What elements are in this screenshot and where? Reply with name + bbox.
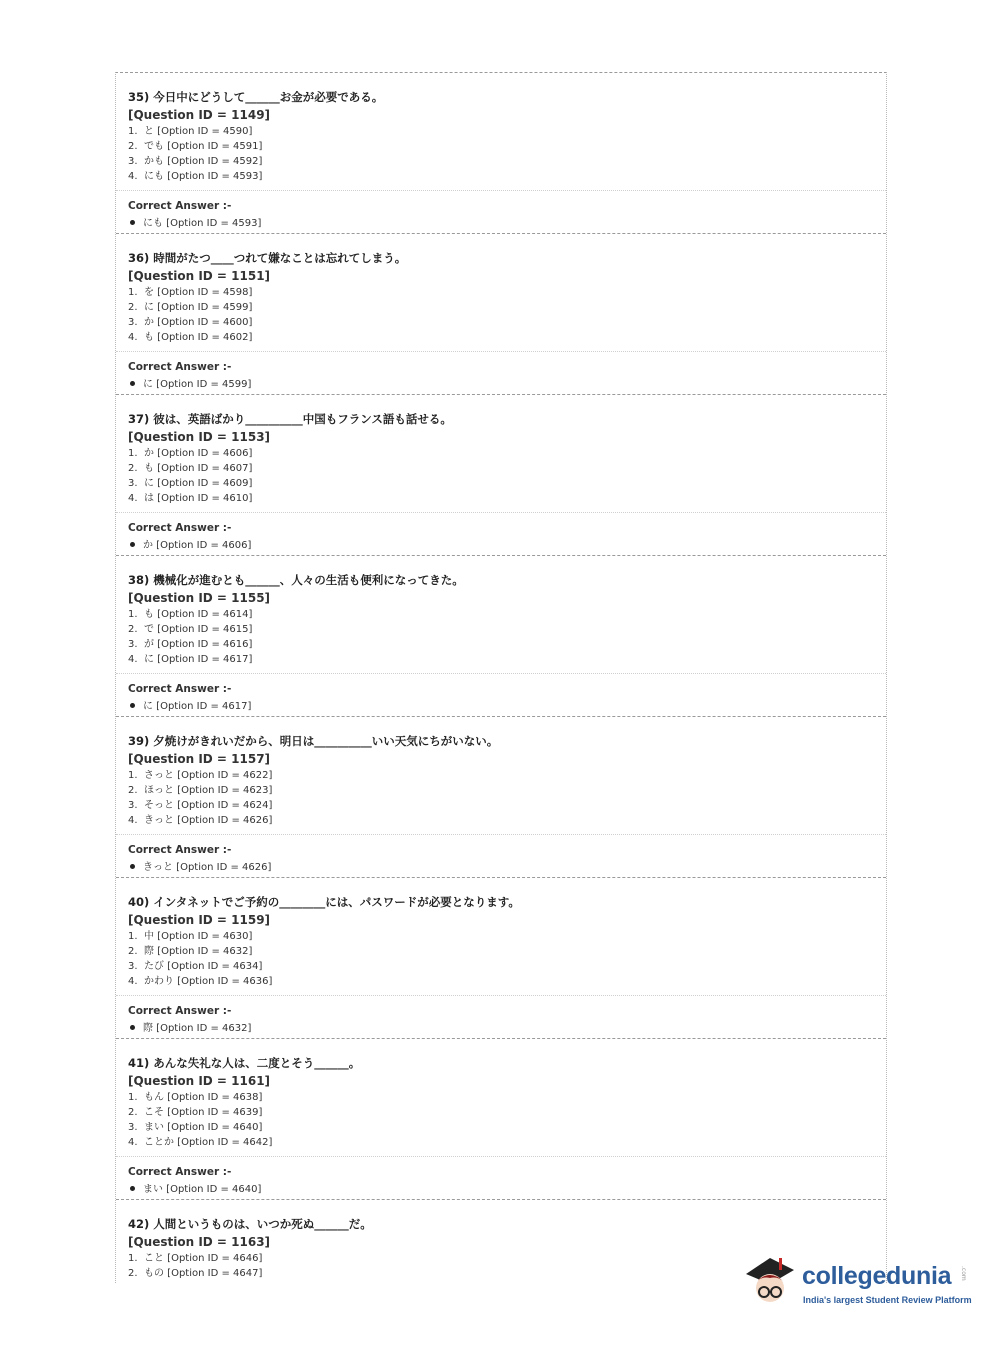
option-text: かわり [Option ID = 4636] [144, 976, 273, 987]
question-text: 35) 今日中にどうして______お金が必要である。 [128, 90, 384, 104]
option-text: で [Option ID = 4615] [144, 624, 253, 635]
option-text: かも [Option ID = 4592] [144, 156, 263, 167]
option-number: 4. [128, 171, 138, 182]
correct-answer-text: か [Option ID = 4606] [143, 540, 252, 551]
option-number: 1. [128, 287, 138, 298]
option-item [128, 169, 886, 184]
option-number: 3. [128, 478, 138, 489]
option-item [128, 783, 886, 798]
correct-answer [128, 1020, 886, 1037]
answer-section [116, 351, 886, 399]
question-block [116, 234, 886, 395]
bullet-icon [130, 1186, 135, 1191]
bullet-icon [130, 220, 135, 225]
option-item [128, 974, 886, 989]
correct-answer-label: Correct Answer :- [128, 200, 232, 212]
correct-answer-label: Correct Answer :- [128, 522, 232, 534]
option-number: 2. [128, 141, 138, 152]
option-number: 1. [128, 609, 138, 620]
collegedunia-logo [740, 1248, 975, 1316]
option-item [128, 315, 886, 330]
question-text: 37) 彼は、英語ばかり__________中国もフランス語も話せる。 [128, 412, 452, 426]
option-number: 1. [128, 931, 138, 942]
option-text: さっと [Option ID = 4622] [144, 770, 273, 781]
correct-answer-label: Correct Answer :- [128, 844, 232, 856]
option-text: に [Option ID = 4609] [144, 478, 253, 489]
option-number: 2. [128, 624, 138, 635]
bullet-icon [130, 1025, 135, 1030]
option-text: でも [Option ID = 4591] [144, 141, 263, 152]
brand-suffix: .com [960, 1266, 967, 1281]
option-item [128, 461, 886, 476]
answer-section [116, 995, 886, 1043]
answer-section [116, 190, 886, 238]
bullet-icon [130, 381, 135, 386]
option-number: 4. [128, 976, 138, 987]
answer-section [116, 1156, 886, 1204]
brand-name: collegedunia [802, 1262, 952, 1290]
option-text: ほっと [Option ID = 4623] [144, 785, 273, 796]
option-item [128, 1105, 886, 1120]
answer-section [116, 834, 886, 882]
bullet-icon [130, 542, 135, 547]
option-number: 4. [128, 332, 138, 343]
option-list [128, 124, 886, 184]
option-text: と [Option ID = 4590] [144, 126, 253, 137]
option-item [128, 330, 886, 345]
question-id: [Question ID = 1157] [128, 752, 271, 766]
correct-answer [128, 215, 886, 232]
correct-answer-text: きっと [Option ID = 4626] [143, 862, 272, 873]
option-number: 2. [128, 463, 138, 474]
option-text: が [Option ID = 4616] [144, 639, 253, 650]
option-number: 2. [128, 1268, 138, 1279]
option-text: は [Option ID = 4610] [144, 493, 253, 504]
option-text: そっと [Option ID = 4624] [144, 800, 273, 811]
option-number: 4. [128, 1137, 138, 1148]
option-number: 3. [128, 961, 138, 972]
question-text: 41) あんな失礼な人は、二度とそう______。 [128, 1056, 361, 1070]
option-text: まい [Option ID = 4640] [144, 1122, 263, 1133]
question-id: [Question ID = 1153] [128, 430, 271, 444]
question-id: [Question ID = 1159] [128, 913, 271, 927]
option-text: 際 [Option ID = 4632] [144, 946, 253, 957]
correct-answer [128, 537, 886, 554]
question-block [116, 1039, 886, 1200]
option-item [128, 491, 886, 506]
correct-answer [128, 859, 886, 876]
question-block [116, 717, 886, 878]
bullet-icon [130, 864, 135, 869]
option-item [128, 929, 886, 944]
correct-answer-text: まい [Option ID = 4640] [143, 1184, 262, 1195]
option-text: もん [Option ID = 4638] [144, 1092, 263, 1103]
option-text: ことか [Option ID = 4642] [144, 1137, 273, 1148]
option-item [128, 798, 886, 813]
question-text: 40) インタネットでご予約の________には、パスワードが必要となります。 [128, 895, 520, 909]
option-item [128, 959, 886, 974]
option-list [128, 446, 886, 506]
correct-answer-label: Correct Answer :- [128, 683, 232, 695]
option-number: 3. [128, 1122, 138, 1133]
option-text: か [Option ID = 4606] [144, 448, 253, 459]
option-item [128, 637, 886, 652]
question-block [116, 556, 886, 717]
question-id: [Question ID = 1149] [128, 108, 271, 122]
question-id: [Question ID = 1161] [128, 1074, 271, 1088]
option-item [128, 607, 886, 622]
option-number: 1. [128, 448, 138, 459]
question-block [116, 73, 886, 234]
option-item [128, 154, 886, 169]
correct-answer-label: Correct Answer :- [128, 1005, 232, 1017]
option-number: 1. [128, 1092, 138, 1103]
correct-answer [128, 376, 886, 393]
option-number: 3. [128, 800, 138, 811]
option-list [128, 929, 886, 989]
option-number: 2. [128, 302, 138, 313]
option-text: にも [Option ID = 4593] [144, 171, 263, 182]
option-text: きっと [Option ID = 4626] [144, 815, 273, 826]
option-item [128, 124, 886, 139]
option-text: か [Option ID = 4600] [144, 317, 253, 328]
option-list [128, 607, 886, 667]
question-text: 36) 時間がたつ____つれて嫌なことは忘れてしまう。 [128, 251, 407, 265]
question-text: 42) 人間というものは、いつか死ぬ______だ。 [128, 1217, 372, 1231]
option-item [128, 1135, 886, 1150]
option-number: 4. [128, 493, 138, 504]
question-text: 38) 機械化が進むとも______、人々の生活も便利になってきた。 [128, 573, 464, 587]
brand-tagline: India's largest Student Review Platform [803, 1295, 972, 1305]
correct-answer-text: に [Option ID = 4617] [143, 701, 252, 712]
option-number: 3. [128, 639, 138, 650]
option-item [128, 944, 886, 959]
option-item [128, 139, 886, 154]
option-text: こそ [Option ID = 4639] [144, 1107, 263, 1118]
option-number: 3. [128, 156, 138, 167]
option-number: 2. [128, 946, 138, 957]
option-number: 1. [128, 1253, 138, 1264]
option-number: 4. [128, 815, 138, 826]
option-item [128, 476, 886, 491]
correct-answer [128, 698, 886, 715]
option-text: に [Option ID = 4617] [144, 654, 253, 665]
question-paper [115, 72, 887, 1283]
question-id: [Question ID = 1163] [128, 1235, 271, 1249]
option-text: も [Option ID = 4602] [144, 332, 253, 343]
question-id: [Question ID = 1155] [128, 591, 271, 605]
answer-section [116, 673, 886, 721]
correct-answer-label: Correct Answer :- [128, 1166, 232, 1178]
option-item [128, 652, 886, 667]
correct-answer-label: Correct Answer :- [128, 361, 232, 373]
question-block [116, 395, 886, 556]
option-list [128, 768, 886, 828]
option-text: こと [Option ID = 4646] [144, 1253, 263, 1264]
option-number: 4. [128, 654, 138, 665]
option-item [128, 813, 886, 828]
option-item [128, 300, 886, 315]
option-list [128, 285, 886, 345]
option-text: たび [Option ID = 4634] [144, 961, 263, 972]
option-item [128, 446, 886, 461]
bullet-icon [130, 703, 135, 708]
correct-answer-text: 際 [Option ID = 4632] [143, 1023, 252, 1034]
option-text: も [Option ID = 4607] [144, 463, 253, 474]
correct-answer [128, 1181, 886, 1198]
option-number: 2. [128, 1107, 138, 1118]
option-number: 1. [128, 126, 138, 137]
question-block [116, 878, 886, 1039]
option-text: もの [Option ID = 4647] [144, 1268, 263, 1279]
option-number: 1. [128, 770, 138, 781]
option-item [128, 622, 886, 637]
question-text: 39) 夕焼けがきれいだから、明日は__________いい天気にちがいない。 [128, 734, 499, 748]
option-item [128, 768, 886, 783]
correct-answer-text: に [Option ID = 4599] [143, 379, 252, 390]
option-item [128, 1120, 886, 1135]
option-list [128, 1090, 886, 1150]
option-text: も [Option ID = 4614] [144, 609, 253, 620]
mascot-icon [740, 1248, 802, 1310]
question-id: [Question ID = 1151] [128, 269, 271, 283]
option-item [128, 285, 886, 300]
option-text: 中 [Option ID = 4630] [144, 931, 253, 942]
option-number: 3. [128, 317, 138, 328]
option-number: 2. [128, 785, 138, 796]
option-text: に [Option ID = 4599] [144, 302, 253, 313]
option-item [128, 1090, 886, 1105]
correct-answer-text: にも [Option ID = 4593] [143, 218, 262, 229]
option-text: を [Option ID = 4598] [144, 287, 253, 298]
answer-section [116, 512, 886, 560]
